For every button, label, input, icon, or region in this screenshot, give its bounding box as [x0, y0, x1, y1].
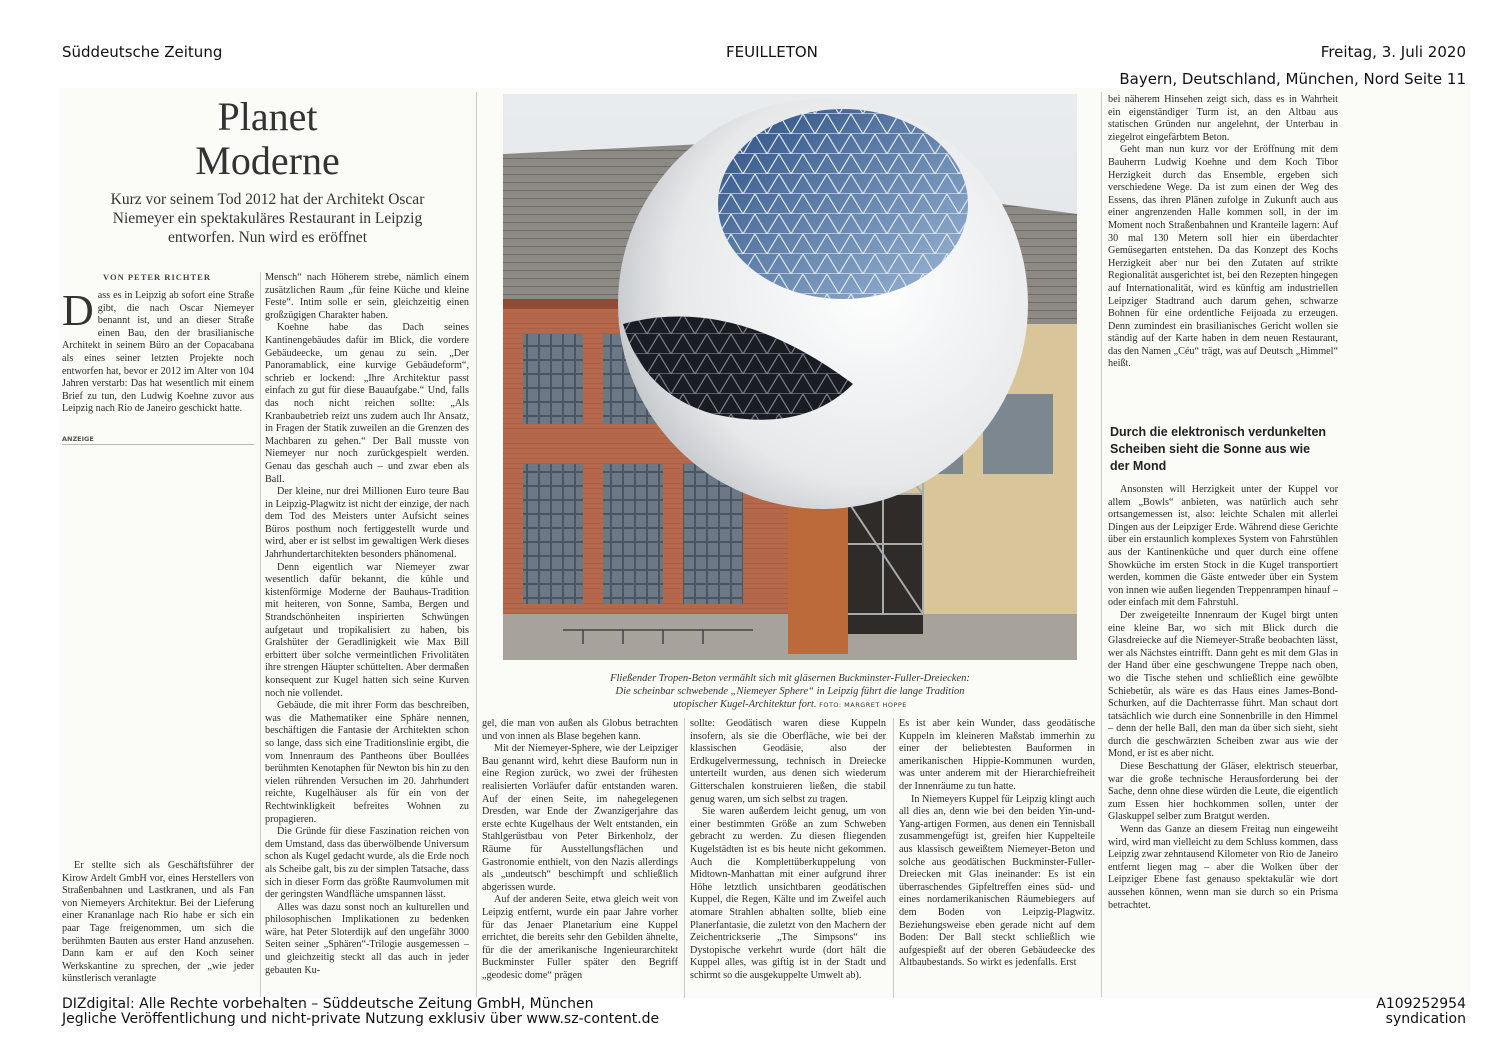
- rights-line-1: DIZdigital: Alle Rechte vorbehalten – Süddeutsche Zeitung GmbH, München: [62, 996, 594, 1012]
- niemeyer-sphere-photo: [503, 94, 1077, 660]
- column-2: [265, 272, 469, 977]
- title-line-2: Moderne: [195, 138, 340, 183]
- section-name: FEUILLETON: [726, 43, 818, 61]
- column-rule: [684, 718, 685, 998]
- photo-credit: FOTO: MARGRET HOPPE: [819, 701, 907, 709]
- caption-line-3: utopischer Kugel-Architektur fort.: [673, 699, 817, 710]
- caption-line-1: Fließender Tropen-Beton vermählt sich mit gläsernen Buckminster-Fuller-Dreiecken:: [610, 673, 970, 684]
- column-5: [899, 718, 1095, 970]
- edition-info: Bayern, Deutschland, München, Nord Seite 11: [1119, 70, 1466, 88]
- paragraph: Mensch“ nach Höherem strebe, nämlich einem zusätzlichen Raum „für feine Küche und kleine Feste“. Intim solle er sein, gleichzeitig einen großzügigen Charakter haben.: [265, 272, 469, 321]
- paragraph: Der kleine, nur drei Millionen Euro teure Bau in Leipzig-Plagwitz ist nicht der einzige, der nach dem Tod des Meisters unter Aufsicht seines Büros posthum noch fertiggestellt wurde und wird, aber er ist selbst im gewaltigen Werk dieses Jahrhundertarchitekten besonders phänomenal.: [265, 486, 469, 561]
- column-6-top: [1108, 94, 1338, 371]
- paragraph: Sie waren außerdem leicht genug, um von einer bestimmten Größe an zum Schweben gebracht zu werden. Zu diesen fliegenden Kugelstädten ist es bis heute nicht gekommen. Auch die Komplettüberkuppelung von Midtown-Manhattan mit einer aufgrund ihrer Höhe letztlich unsichtbaren geodätischen Kuppel, die Regen, Kälte und im Zweifel auch atomare Strahlen abhalten sollte, blieb eine Planerfantasie, die zuletzt von den Machern der Zeichentrickserie „The Simpsons“ ins Dystopische verkehrt wurde (dort hält die Kuppel alles, was giftig ist in der Stadt und schirmt so die ausgekuppelte Umwelt ab).: [690, 806, 886, 981]
- paragraph: Es ist aber kein Wunder, dass geodätische Kuppeln im kleineren Maßstab immerhin zu einer der beliebtesten Bauformen in amerikanischen Hippie-Kommunen wurden, was unter anderem mit der Hierarchiefreiheit der Innenräume zu tun hatte.: [899, 718, 1095, 792]
- column-rule: [1101, 92, 1102, 997]
- drop-cap: D: [62, 286, 94, 335]
- photo-caption: [503, 672, 1077, 712]
- paragraph: Auf der anderen Seite, etwa gleich weit von Leipzig entfernt, wurde ein paar Jahre vorher für das Jenaer Planetarium eine Kuppel errichtet, die bereits sehr den Gebilden ähnelte, für die der amerikanische Ingenieurarchitekt Buckminster Fuller später den Begriff „geodesic dome“ prägen: [482, 894, 678, 981]
- rights-notice: [62, 997, 659, 1027]
- article-subhead: Durch die elektronisch verdunkelten Scheiben sieht die Sonne aus wie der Mond: [1110, 425, 1327, 473]
- ad-label: ANZEIGE: [62, 435, 94, 443]
- paragraph: Mit der Niemeyer-Sphere, wie der Leipziger Bau genannt wird, kehrt diese Bauform nun in eine Region zurück, wo zwei der frühesten realisierten Vorläufer dafür entstanden waren. Auf der einen Seite, im nahegelegenen Dresden, war Ende der Zwanzigerjahre das erste echte Kugelhaus der Welt entstanden, ein Stahlgerüstbau von Peter Birkenholz, der Räume für Ausstellungsflächen und Gastronomie enthielt, von den Nazis allerdings als „undeutsch“ beschimpft und schließlich abgerissen wurde.: [482, 743, 678, 893]
- paragraph: Diese Beschattung der Gläser, elektrisch steuerbar, war die große technische Herausforderung bei der Sache, denn ohne diese würden die Leute, die eigentlich zum Essen hier hochkommen sollen, unter der Glaskuppel selber zum Bratgut werden.: [1108, 761, 1338, 823]
- paragraph: Wenn das Ganze an diesem Freitag nun eingeweiht wird, wird man vielleicht zu dem Schluss kommen, dass Leipzig zwar zehntausend Kilometer von Rio de Janeiro entfernt liegen mag – aber die Wolken über der Leipziger Ebene fast genauso spektakulär wie dort aussehen können, wenn man sie durch so ein Prisma betrachtet.: [1108, 824, 1338, 911]
- column-rule: [260, 272, 261, 997]
- article-photo: [503, 94, 1077, 660]
- article-subtitle: Kurz vor seinem Tod 2012 hat der Architekt Oscar Niemeyer ein spektakuläres Restaurant in Leipzig entworfen. Nun wird es eröffnet: [110, 191, 425, 246]
- paragraph: gel, die man von außen als Globus betrachten und von innen als Blase begehen kann.: [482, 718, 678, 742]
- column-rule: [893, 718, 894, 998]
- paragraph: Denn eigentlich war Niemeyer zwar wesentlich dafür bekannt, die kühle und kistenförmige Moderne der Bauhaus-Tradition mit heiteren, von Sonne, Samba, Bergen und Strandschönheiten inspirierten Schwüngen aufgetaut und tropikalisiert zu haben, bis Gralshüter der Geradlinigkeit wie Max Bill erbittert über solche vermeintlichen Frivolitäten ihre strengen Häupter schüttelten. Aber dermaßen konsequent zur Kugel hatten sich seine Kurven noch nie vollendet.: [265, 561, 469, 699]
- title-line-1: Planet: [217, 94, 318, 139]
- column-rule: [476, 92, 477, 997]
- byline: VON PETER RICHTER: [103, 272, 211, 282]
- column-3: [482, 718, 678, 982]
- column-4: [690, 718, 886, 982]
- paragraph: Ansonsten will Herzigkeit unter der Kuppel vor allem „Bowls“ anbieten, was natürlich auch sehr ortsangemessen ist, also: leichte Schalen mit allerlei Dingen aus der Leipziger Erde. Während diese Gerichte über ein erstaunlich komplexes System von Fahrstühlen aus der Kantinenküche und quer durch eine offene Showküche im ersten Stock in die Kugel transportiert werden, kommen die Gäste entweder über ein System von innen wie außen liegenden Treppenrampen hinauf – oder einfach mit dem Fahrstuhl.: [1108, 484, 1338, 609]
- column-6-bottom: [1108, 484, 1338, 912]
- paragraph: Die Gründe für diese Faszination reichen von dem Umstand, dass das überwölbende Universum schon als Kugel gedacht wurde, als die Erde noch als Scheibe galt, bis zu der simplen Tatsache, dass sich in dieser Form das größte Raumvolumen mit der geringsten Wandfläche umspannen lässt.: [265, 826, 469, 901]
- paragraph: Gebäude, die mit ihrer Form das beschreiben, was die Mathematiker eine Sphäre nennen, beschäftigen die Fantasie der Architekten schon so lange, dass sich eine Traditionslinie ergibt, die vom Innenraum des Pantheons über Boullées berühmten Kenotaphen für Newton bis hin zu den vielen rührenden Versuchen im 20. Jahrhundert reichte, Kugelhäuser als für ein von der Rechtwinkligkeit befreites Wohnen zu propagieren.: [265, 700, 469, 825]
- issue-date: Freitag, 3. Juli 2020: [1320, 43, 1466, 61]
- article-title: [110, 95, 425, 183]
- newspaper-name: Süddeutsche Zeitung: [62, 43, 223, 61]
- document-id: A109252954: [1376, 996, 1466, 1012]
- column-1-bottom: [62, 860, 254, 986]
- rights-line-2: Jegliche Veröffentlichung und nicht-private Nutzung exklusiv über www.sz-content.de: [62, 1011, 660, 1027]
- paragraph: Alles was dazu sonst noch an kulturellen und philosophischen Implikationen zu bedenken wäre, hat Peter Sloterdijk auf den ungefähr 3000 Seiten seiner „Sphären“-Trilogie ausgemessen – und gleichzeitig steckt all das auch in jeder gebauten Ku-: [265, 901, 469, 976]
- paragraph: Der zweigeteilte Innenraum der Kugel birgt unten eine kleine Bar, wo sich mit Blick durch die Glasdreiecke auf die Niemeyer-Straße beobachten lässt, wer als Nächstes eintrifft. Dann geht es mit dem Glas in der Hand über eine geschwungene Treppe nach oben, wo die Tische stehen und schließlich eine gewölbte Schiebetür, als wäre es das Haus eines James-Bond-Schurken, auf die Dachterrasse führt. Man schaut dort tatsächlich wie durch eine Sonnenbrille in den Himmel – denn der helle Ball, den man da über sich sieht, sieht durch die geschwärzten Scheiben zwar aus wie der Mond, er ist es aber nicht.: [1108, 609, 1338, 760]
- column-1-intro: [62, 286, 254, 416]
- paragraph: Geht man nun kurz vor der Eröffnung mit dem Bauherrn Ludwig Koehne und dem Koch Tibor Herzigkeit durch das Ensemble, ergeben sich verschiedene Wege. Da ist zum einen der Weg des Essens, das ihren Plänen zufolge in Zukunft auch aus einer angrenzenden Halle kommen soll, in der im Moment noch Straßenbahnen und Kranteile lagern: Auf 30 mal 130 Metern soll hier ein überdachter Gemüsegarten entstehen. Da das Konzept des Kochs Herzigkeit aber nur bei den Zutaten auf strikte Regionalität ausgerichtet ist, bei den Rezepten hingegen auf Internationalität, wird es künftig am industriellen Leipziger Stadtrand auch darum gehen, schwarze Bohnen für eine ordentliche Feijoada zu erzeugen. Denn zumindest ein brasilianisches Gericht wollen sie ständig auf der Karte haben in dem neuen Restaurant, das den Namen „Céu“ trägt, was auf Deutsch „Himmel“ heißt.: [1108, 144, 1338, 370]
- caption-line-2: Die scheinbar schwebende „Niemeyer Sphere“ in Leipzig führt die lange Tradition: [615, 686, 965, 697]
- ad-divider: [62, 444, 254, 445]
- intro-text: ass es in Leipzig ab sofort eine Straße gibt, die nach Oscar Niemeyer benannt ist, und an dieser Straße einen Bau, den der brasilianische Architekt in seinem Büro an der Copacabana als eines seiner letzten Projekte noch entworfen hat, bevor er 2012 im Alter von 104 Jahren verstarb: Das hat wesentlich mit einem Brief zu tun, den Ludwig Koehne zuvor aus Leipzig nach Rio de Janeiro geschickt hatte.: [62, 290, 254, 415]
- paragraph: In Niemeyers Kuppel für Leipzig klingt auch all dies an, denn wie bei den beiden Yin-und-Yang-artigen Formen, aus denen ein Tennisball zusammengefügt ist, greifen hier Kuppelteile aus klassisch geweißtem Niemeyer-Beton und solche aus geodätischen Buckminster-Fuller-Dreiecken mit Glas ineinander: Es ist ein überraschendes Gipfeltreffen eines süd- und eines nordamerikanischen Räumebiegers auf dem Boden von Leipzig-Plagwitz. Beziehungsweise eben gerade nicht auf dem Boden: Der Ball steckt schließlich wie aufgespießt auf der oberen Gebäudeecke des Altbaubestands. So wirkt es jedenfalls. Erst: [899, 793, 1095, 969]
- syndication-label: syndication: [1385, 1011, 1466, 1027]
- paragraph: bei näherem Hinsehen zeigt sich, dass es in Wahrheit ein eigenständiger Turm ist, an den Altbau aus statischen Gründen nur angelehnt, der Unterbau in ziegelrot eingefärbtem Beton.: [1108, 94, 1338, 143]
- column-1-bottom-text: Er stellte sich als Geschäftsführer der Kirow Ardelt GmbH vor, eines Herstellers von Straßenbahnen und Lastkranen, und als Fan von Niemeyers Architektur. Bei der Lieferung einer Krananlage nach Rio habe er sich ein paar Tage freigenommen, um sich die berühmten Bauten aus erster Hand anzusehen. Dann kam er auf den Koch seiner Werkskantine zu sprechen, der „wie jeder künstlerisch veranlagte: [62, 860, 254, 985]
- paragraph: sollte: Geodätisch waren diese Kuppeln insofern, als sie die Oberfläche, wie bei der klassischen Geodäsie, also der Erdkugelvermessung, technisch in Dreiecke unterteilt wurden, aus denen sich wiederum Gitterschalen konstruieren ließen, die stabil genug waren, um sich selbst zu tragen.: [690, 718, 886, 805]
- document-id-block: [1376, 997, 1466, 1027]
- paragraph: Koehne habe das Dach seines Kantinengebäudes dafür im Blick, die vordere Gebäudeecke, um genau zu sein. „Der Panoramablick, eine kurvige Gebäudeform“, schrieb er lockend: „Ihre Architektur passt einfach zu gut für diese Bauaufgabe.“ Und, falls das noch nicht reichen sollte: „Als Kranbaubetrieb reizt uns zudem auch Ihr Ansatz, in Fragen der Statik zuweilen an die Grenzen des Machbaren zu gehen.“ Der Ball musste von Niemeyer nur noch zurückgespielt werden. Genau das geschah auch – und zwar eben als Ball.: [265, 322, 469, 485]
